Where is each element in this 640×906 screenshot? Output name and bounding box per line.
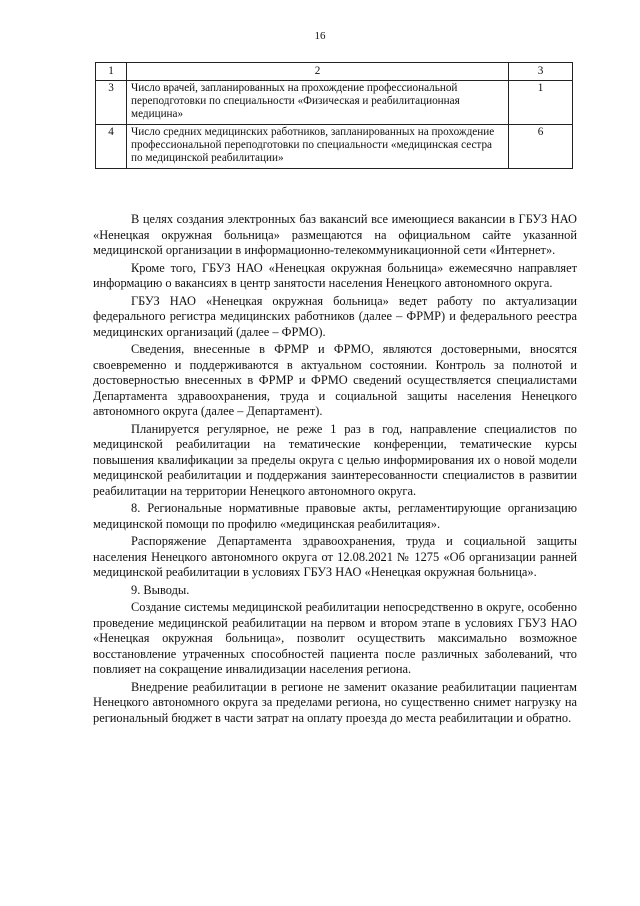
paragraph: ГБУЗ НАО «Ненецкая окружная больница» ведет работу по актуализации федерального регистра медицинских работников (далее – ФРМР) и федерального реестра медицинских организаций (далее – ФРМО).	[93, 293, 577, 339]
paragraph: Создание системы медицинской реабилитации непосредственно в округе, особенно проведение медицинской реабилитации на первом и втором этапе в условиях ГБУЗ НАО «Ненецкая окружная больница», позволит осуществить максимально возможное восстановление утраченных способностей пациента после различных заболеваний, что повлияет на сокращение инвалидизации населения региона.	[93, 600, 577, 676]
paragraph: Внедрение реабилитации в регионе не заменит оказание реабилитации пациентам Ненецкого автономного округа за пределами региона, но существенно снимет нагрузку на региональный бюджет в части затрат на оплату проезда до места реабилитации и обратно.	[93, 679, 577, 725]
paragraph: В целях создания электронных баз вакансий все имеющиеся вакансии в ГБУЗ НАО «Ненецкая окружная больница» размещаются на официальном сайте указанной медицинской организации в информационно-телекоммуникационной сети «Интернет».	[93, 212, 577, 257]
paragraph: Планируется регулярное, не реже 1 раз в год, направление специалистов по медицинской реабилитации на тематические конференции, тематические курсы повышения квалификации за пределы округа с целью информирования их о новой модели медицинской реабилитации и поддержания заинтересованности специалистов в развитии реабилитации на территории Ненецкого автономного округа.	[93, 421, 577, 498]
page-number: 16	[314, 30, 326, 42]
row-number: 3	[96, 81, 127, 125]
row-text: Число врачей, запланированных на прохождение профессиональной переподготовки по специальности «Физическая и реабилитационная медицина»	[127, 81, 509, 125]
row-value: 6	[509, 125, 573, 169]
document-body	[93, 212, 577, 728]
table-row	[96, 125, 573, 169]
paragraph: Кроме того, ГБУЗ НАО «Ненецкая окружная больница» ежемесячно направляет информацию о вакансиях в центр занятости населения Ненецкого автономного округа.	[93, 260, 577, 290]
section-heading: 9. Выводы.	[131, 582, 190, 597]
paragraph: Сведения, внесенные в ФРМР и ФРМО, являются достоверными, вносятся своевременно и поддерживаются в актуальном состоянии. Контроль за полнотой и достоверностью внесенных в ФРМР и ФРМО сведений осуществляется специалистами Департамента здравоохранения, труда и социальной защиты населения Ненецкого автономного округа (далее – Департамент).	[93, 342, 577, 418]
table-header-row	[96, 63, 573, 81]
section-heading: 8. Региональные нормативные правовые акты, регламентирующие организацию медицинской помощи по профилю «медицинская реабилитация».	[93, 501, 577, 531]
row-value: 1	[509, 81, 573, 125]
paragraph: Распоряжение Департамента здравоохранения, труда и социальной защиты населения Ненецкого автономного округа от 12.08.2021 № 1275 «Об организации ранней медицинской реабилитации в условиях ГБУЗ НАО «Ненецкая окружная больница».	[93, 534, 577, 579]
table-row	[96, 81, 573, 125]
table-header-cell: 2	[127, 63, 509, 81]
row-text: Число средних медицинских работников, запланированных на прохождение профессиональной переподготовки по специальности «медицинская сестра по медицинской реабилитации»	[127, 125, 509, 169]
row-number: 4	[96, 125, 127, 169]
table-header-cell: 3	[509, 63, 573, 81]
data-table	[95, 62, 573, 169]
table-header-cell: 1	[96, 63, 127, 81]
